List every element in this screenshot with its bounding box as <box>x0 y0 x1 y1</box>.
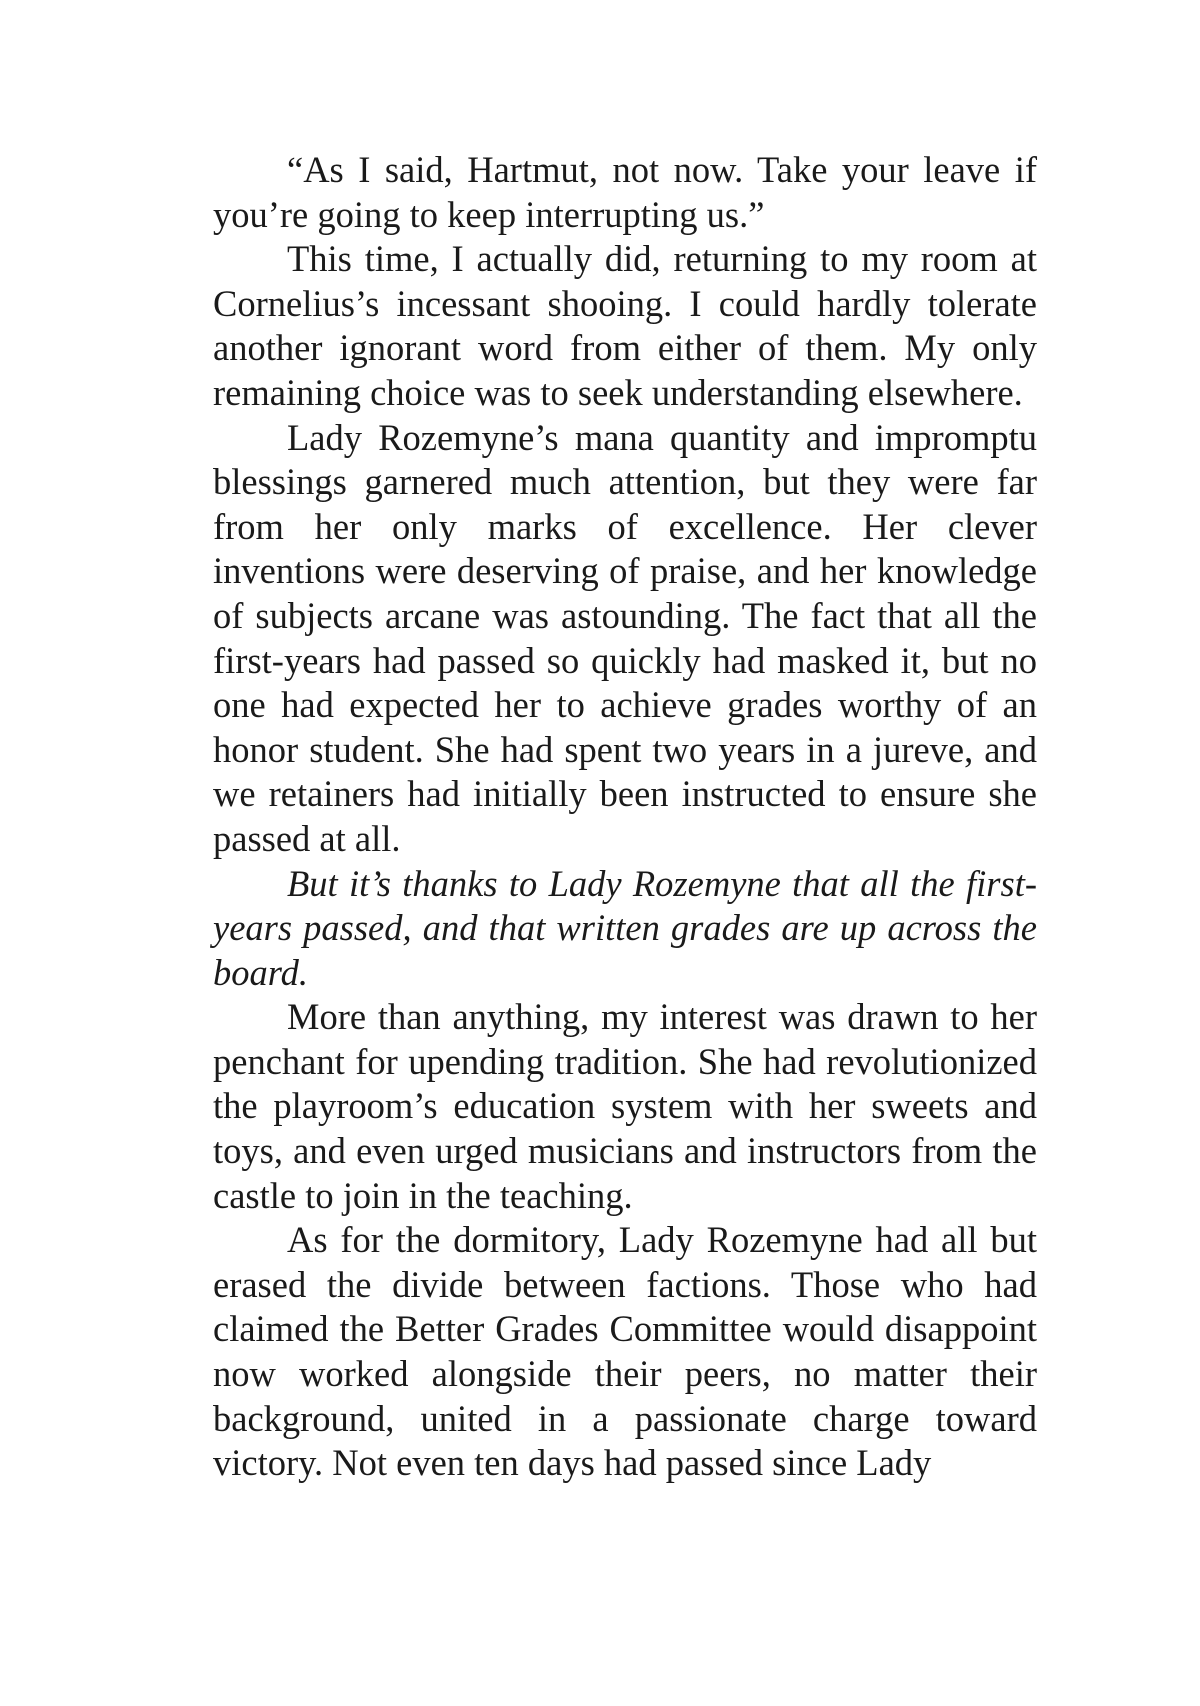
paragraph-dormitory: As for the dormitory, Lady Rozemyne had all but erased the divide between factions. Those who had claimed the Better Grades Committee would disappoint now worked alongside their peers, no matter their background, united in a passionate charge toward victory. Not even ten days had passed since Lady <box>213 1219 1037 1484</box>
paragraph-dialogue: “As I said, Hartmut, not now. Take your leave if you’re going to keep interrupting us.” <box>213 149 1037 235</box>
paragraph-rozemyne-excellence: Lady Rozemyne’s mana quantity and impromptu blessings garnered much attention, but they were far from her only marks of excellence. Her clever inventions were deserving of praise, and her knowledge of subjects arcane was astounding. The fact that all the first-years had passed so quickly had masked it, but no one had expected her to achieve grades worthy of an honor student. She had spent two years in a jureve, and we retainers had initially been instructed to ensure she passed at all. <box>213 416 1037 859</box>
body-text <box>213 148 1037 1486</box>
paragraph-inner-thought: But it’s thanks to Lady Rozemyne that all the first-years passed, and that written grades are up across the board. <box>213 862 1037 993</box>
paragraph-leaving-room: This time, I actually did, returning to my room at Cornelius’s incessant shooing. I could hardly tolerate another ignorant word from either of them. My only remaining choice was to seek understanding elsewhere. <box>213 238 1037 413</box>
paragraph-tradition: More than anything, my interest was drawn to her penchant for upending tradition. She had revolutionized the playroom’s education system with her sweets and toys, and even urged musicians and instructors from the castle to join in the teaching. <box>213 996 1037 1216</box>
